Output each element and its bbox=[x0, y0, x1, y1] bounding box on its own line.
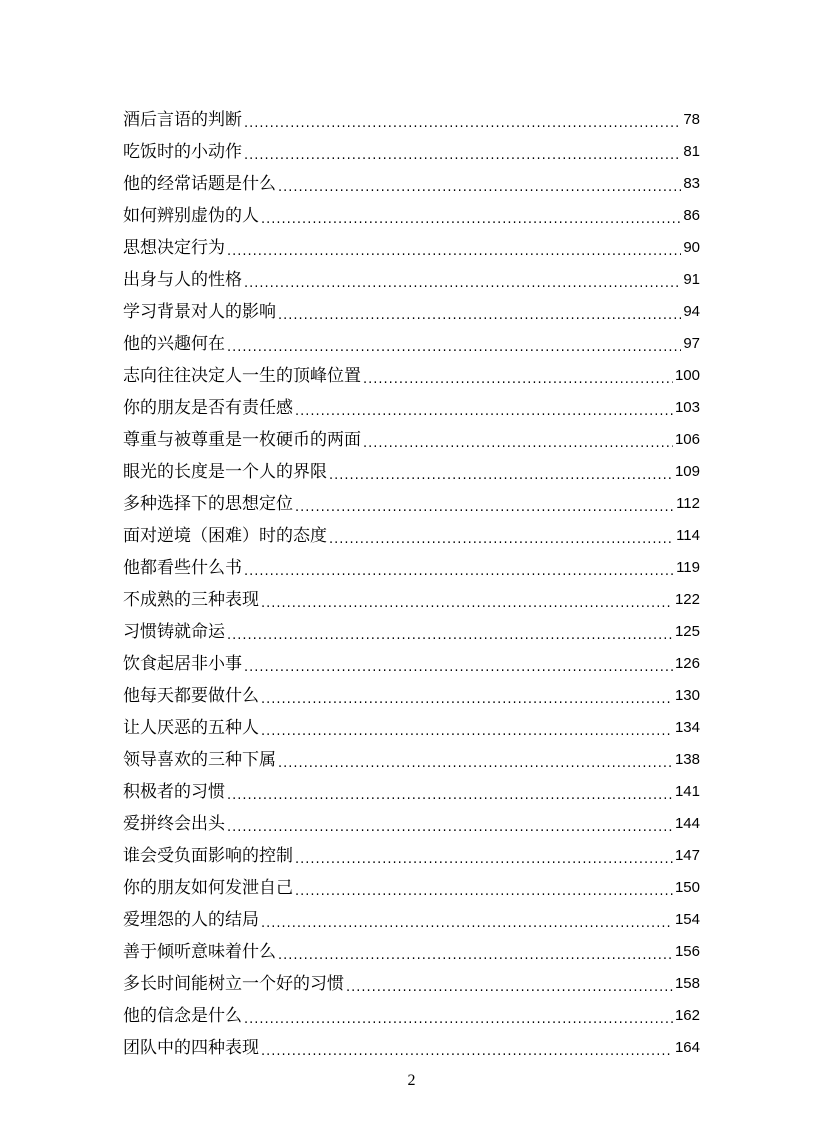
toc-entry-page: 119 bbox=[676, 559, 700, 576]
toc-entry[interactable] bbox=[123, 711, 700, 743]
toc-entry-title: 尊重与被尊重是一枚硬币的两面 bbox=[123, 430, 361, 450]
toc-dot-leader bbox=[261, 689, 673, 711]
toc-dot-leader bbox=[261, 913, 673, 935]
toc-entry-title: 他都看些什么书 bbox=[123, 558, 242, 578]
toc-dot-leader bbox=[227, 817, 673, 839]
toc-entry[interactable] bbox=[123, 199, 700, 231]
toc-dot-leader bbox=[261, 209, 681, 231]
toc-entry[interactable] bbox=[123, 103, 700, 135]
toc-entry-page: 90 bbox=[683, 239, 700, 256]
toc-entry-title: 多长时间能树立一个好的习惯 bbox=[123, 974, 344, 994]
toc-entry-title: 他的兴趣何在 bbox=[123, 334, 225, 354]
toc-entry-title: 出身与人的性格 bbox=[123, 270, 242, 290]
toc-entry-title: 谁会受负面影响的控制 bbox=[123, 846, 293, 866]
toc-dot-leader bbox=[329, 529, 674, 551]
toc-entry-title: 吃饭时的小动作 bbox=[123, 142, 242, 162]
toc-entry[interactable] bbox=[123, 135, 700, 167]
toc-entry[interactable] bbox=[123, 903, 700, 935]
toc-entry[interactable] bbox=[123, 871, 700, 903]
toc-entry-page: 103 bbox=[674, 399, 700, 416]
toc-dot-leader bbox=[278, 177, 681, 199]
toc-dot-leader bbox=[346, 977, 673, 999]
toc-entry-page: 156 bbox=[674, 943, 700, 960]
toc-dot-leader bbox=[261, 593, 673, 615]
toc-entry-title: 他的信念是什么 bbox=[123, 1006, 242, 1026]
toc-entry-page: 162 bbox=[674, 1007, 700, 1024]
toc-entry-title: 爱埋怨的人的结局 bbox=[123, 910, 259, 930]
toc-entry-page: 125 bbox=[674, 623, 700, 640]
toc-entry-page: 83 bbox=[683, 175, 700, 192]
toc-entry-page: 106 bbox=[674, 431, 700, 448]
toc-entry-page: 138 bbox=[674, 751, 700, 768]
toc-dot-leader bbox=[244, 145, 681, 167]
toc-entry-title: 团队中的四种表现 bbox=[123, 1038, 259, 1058]
toc-entry[interactable] bbox=[123, 167, 700, 199]
toc-entry-title: 不成熟的三种表现 bbox=[123, 590, 259, 610]
toc-entry-page: 130 bbox=[674, 687, 700, 704]
toc-entry[interactable] bbox=[123, 295, 700, 327]
toc-entry[interactable] bbox=[123, 967, 700, 999]
toc-entry-title: 他的经常话题是什么 bbox=[123, 174, 276, 194]
toc-entry[interactable] bbox=[123, 519, 700, 551]
toc-entry-title: 学习背景对人的影响 bbox=[123, 302, 276, 322]
toc-entry-title: 他每天都要做什么 bbox=[123, 686, 259, 706]
toc-dot-leader bbox=[278, 305, 681, 327]
toc-entry[interactable] bbox=[123, 391, 700, 423]
page-number: 2 bbox=[407, 1072, 416, 1089]
toc-entry-page: 141 bbox=[674, 783, 700, 800]
toc-entry-page: 112 bbox=[676, 495, 700, 512]
toc-dot-leader bbox=[329, 465, 673, 487]
toc-entry-title: 如何辨别虚伪的人 bbox=[123, 206, 259, 226]
toc-entry-page: 81 bbox=[683, 143, 700, 160]
toc-entry-page: 154 bbox=[674, 911, 700, 928]
toc-dot-leader bbox=[261, 1041, 673, 1063]
toc-dot-leader bbox=[227, 785, 673, 807]
toc-entry[interactable] bbox=[123, 647, 700, 679]
toc-dot-leader bbox=[244, 657, 673, 679]
toc-dot-leader bbox=[363, 369, 673, 391]
toc-entry-page: 86 bbox=[683, 207, 700, 224]
toc-entry-page: 78 bbox=[683, 111, 700, 128]
toc-entry-title: 你的朋友是否有责任感 bbox=[123, 398, 293, 418]
toc-entry-title: 领导喜欢的三种下属 bbox=[123, 750, 276, 770]
toc-dot-leader bbox=[295, 881, 673, 903]
toc-entry[interactable] bbox=[123, 231, 700, 263]
toc-entry-title: 面对逆境（困难）时的态度 bbox=[123, 526, 327, 546]
toc-entry[interactable] bbox=[123, 679, 700, 711]
toc-dot-leader bbox=[278, 753, 673, 775]
toc-entry-page: 126 bbox=[674, 655, 700, 672]
toc-entry-page: 114 bbox=[676, 527, 700, 544]
toc-entry-title: 习惯铸就命运 bbox=[123, 622, 225, 642]
toc-entry-page: 122 bbox=[674, 591, 700, 608]
toc-entry[interactable] bbox=[123, 455, 700, 487]
toc-entry-page: 147 bbox=[674, 847, 700, 864]
toc-entry[interactable] bbox=[123, 615, 700, 647]
toc-dot-leader bbox=[244, 273, 681, 295]
toc-entry[interactable] bbox=[123, 935, 700, 967]
toc-entry[interactable] bbox=[123, 583, 700, 615]
toc-entry-title: 志向往往决定人一生的顶峰位置 bbox=[123, 366, 361, 386]
toc-entry-title: 让人厌恶的五种人 bbox=[123, 718, 259, 738]
toc-entry-title: 善于倾听意味着什么 bbox=[123, 942, 276, 962]
toc-entry-title: 你的朋友如何发泄自己 bbox=[123, 878, 293, 898]
toc-dot-leader bbox=[244, 561, 674, 583]
toc-entry-page: 100 bbox=[674, 367, 700, 384]
toc-entry-page: 150 bbox=[674, 879, 700, 896]
toc-entry-title: 思想决定行为 bbox=[123, 238, 225, 258]
toc-entry[interactable] bbox=[123, 263, 700, 295]
toc-dot-leader bbox=[227, 241, 681, 263]
toc-entry[interactable] bbox=[123, 1031, 700, 1063]
toc-entry[interactable] bbox=[123, 551, 700, 583]
toc-dot-leader bbox=[278, 945, 673, 967]
toc-entry-title: 多种选择下的思想定位 bbox=[123, 494, 293, 514]
toc-dot-leader bbox=[363, 433, 673, 455]
toc-entry[interactable] bbox=[123, 743, 700, 775]
toc-entry-page: 144 bbox=[674, 815, 700, 832]
toc-entry-title: 眼光的长度是一个人的界限 bbox=[123, 462, 327, 482]
toc-dot-leader bbox=[295, 401, 673, 423]
table-of-contents bbox=[123, 103, 700, 1063]
toc-entry-page: 91 bbox=[683, 271, 700, 288]
toc-entry-page: 94 bbox=[683, 303, 700, 320]
toc-entry[interactable] bbox=[123, 487, 700, 519]
toc-entry-title: 爱拼终会出头 bbox=[123, 814, 225, 834]
toc-entry[interactable] bbox=[123, 775, 700, 807]
toc-entry[interactable] bbox=[123, 807, 700, 839]
toc-entry-page: 97 bbox=[683, 335, 700, 352]
toc-entry-page: 134 bbox=[674, 719, 700, 736]
toc-entry[interactable] bbox=[123, 359, 700, 391]
toc-entry-page: 158 bbox=[674, 975, 700, 992]
toc-entry-title: 酒后言语的判断 bbox=[123, 110, 242, 130]
toc-dot-leader bbox=[244, 1009, 673, 1031]
toc-entry[interactable] bbox=[123, 327, 700, 359]
toc-dot-leader bbox=[295, 497, 674, 519]
toc-entry[interactable] bbox=[123, 999, 700, 1031]
toc-dot-leader bbox=[244, 113, 681, 135]
toc-dot-leader bbox=[227, 337, 681, 359]
toc-entry-page: 164 bbox=[674, 1039, 700, 1056]
toc-entry-title: 饮食起居非小事 bbox=[123, 654, 242, 674]
toc-dot-leader bbox=[227, 625, 673, 647]
toc-dot-leader bbox=[261, 721, 673, 743]
toc-entry[interactable] bbox=[123, 423, 700, 455]
toc-entry-page: 109 bbox=[674, 463, 700, 480]
toc-entry-title: 积极者的习惯 bbox=[123, 782, 225, 802]
toc-dot-leader bbox=[295, 849, 673, 871]
toc-entry[interactable] bbox=[123, 839, 700, 871]
